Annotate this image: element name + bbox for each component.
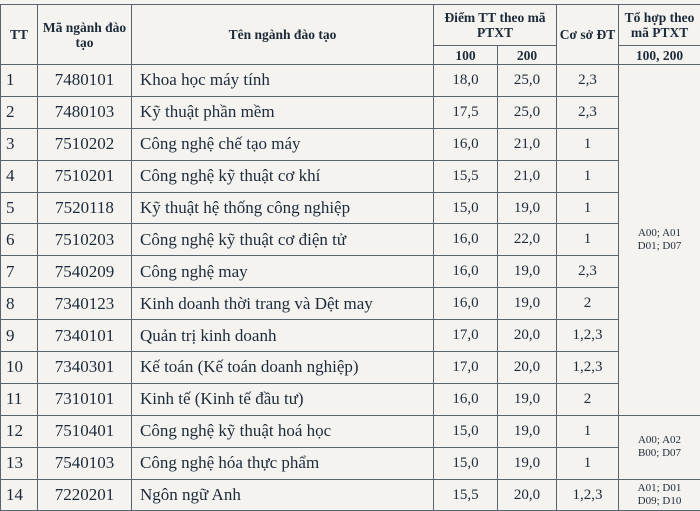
row-name: Kế toán (Kế toán doanh nghiệp) xyxy=(132,352,434,384)
row-combo-group-1 xyxy=(619,65,700,416)
row-name: Công nghệ chế tạo máy xyxy=(132,128,434,160)
row-score-200: 20,0 xyxy=(498,320,557,352)
combo-line: D09; D10 xyxy=(619,495,700,508)
row-score-200: 25,0 xyxy=(498,65,557,97)
row-score-100: 15,0 xyxy=(434,415,498,447)
header-tt: TT xyxy=(1,5,38,65)
row-score-200: 20,0 xyxy=(498,352,557,384)
table-row xyxy=(1,288,700,320)
row-tt: 9 xyxy=(1,320,38,352)
row-campus: 1 xyxy=(557,192,619,224)
row-score-100: 16,0 xyxy=(434,224,498,256)
row-name: Công nghệ may xyxy=(132,256,434,288)
header-score-100: 100 xyxy=(434,46,498,65)
row-combo-group-3 xyxy=(619,479,700,511)
row-score-100: 15,5 xyxy=(434,479,498,511)
row-name: Kinh doanh thời trang và Dệt may xyxy=(132,288,434,320)
row-campus: 2,3 xyxy=(557,65,619,97)
header-score-200: 200 xyxy=(498,46,557,65)
row-campus: 1 xyxy=(557,415,619,447)
row-code: 7540209 xyxy=(38,256,132,288)
row-campus: 1,2,3 xyxy=(557,320,619,352)
row-score-100: 16,0 xyxy=(434,128,498,160)
table-body xyxy=(1,65,700,511)
row-campus: 2,3 xyxy=(557,96,619,128)
admission-score-table xyxy=(0,4,700,511)
row-campus: 1,2,3 xyxy=(557,479,619,511)
row-score-100: 15,0 xyxy=(434,447,498,479)
combo-line: A00; A02 xyxy=(619,434,700,447)
row-name: Công nghệ hóa thực phẩm xyxy=(132,447,434,479)
row-combo-group-2 xyxy=(619,415,700,479)
header-combo-sub: 100, 200 xyxy=(619,46,700,65)
row-score-200: 19,0 xyxy=(498,192,557,224)
table-row xyxy=(1,65,700,97)
row-tt: 5 xyxy=(1,192,38,224)
row-score-100: 15,5 xyxy=(434,160,498,192)
combo-line: A01; D01 xyxy=(619,482,700,495)
row-name: Công nghệ kỹ thuật cơ điện tử xyxy=(132,224,434,256)
row-code: 7520118 xyxy=(38,192,132,224)
row-campus: 2 xyxy=(557,288,619,320)
row-code: 7510401 xyxy=(38,415,132,447)
row-tt: 11 xyxy=(1,383,38,415)
row-tt: 13 xyxy=(1,447,38,479)
row-code: 7340301 xyxy=(38,352,132,384)
row-tt: 14 xyxy=(1,479,38,511)
row-code: 7310101 xyxy=(38,383,132,415)
row-score-100: 17,0 xyxy=(434,320,498,352)
row-code: 7340123 xyxy=(38,288,132,320)
row-code: 7510202 xyxy=(38,128,132,160)
combo-line: A00; A01 xyxy=(619,227,700,240)
row-score-200: 19,0 xyxy=(498,415,557,447)
row-code: 7220201 xyxy=(38,479,132,511)
row-tt: 12 xyxy=(1,415,38,447)
row-score-100: 17,5 xyxy=(434,96,498,128)
row-score-100: 18,0 xyxy=(434,65,498,97)
row-name: Kỹ thuật phần mềm xyxy=(132,96,434,128)
row-score-200: 19,0 xyxy=(498,288,557,320)
table-row xyxy=(1,415,700,447)
table-row xyxy=(1,96,700,128)
row-campus: 1,2,3 xyxy=(557,352,619,384)
row-code: 7480103 xyxy=(38,96,132,128)
row-score-200: 19,0 xyxy=(498,256,557,288)
table-row xyxy=(1,479,700,511)
row-tt: 2 xyxy=(1,96,38,128)
header-campus: Cơ sở ĐT xyxy=(557,5,619,65)
row-tt: 10 xyxy=(1,352,38,384)
row-name: Kinh tế (Kinh tế đầu tư) xyxy=(132,383,434,415)
row-name: Khoa học máy tính xyxy=(132,65,434,97)
table-row xyxy=(1,192,700,224)
header-combo: Tổ hợp theo mã PTXT xyxy=(619,5,700,46)
row-score-100: 17,0 xyxy=(434,352,498,384)
table-row xyxy=(1,447,700,479)
row-score-100: 16,0 xyxy=(434,383,498,415)
row-code: 7480101 xyxy=(38,65,132,97)
row-name: Kỹ thuật hệ thống công nghiệp xyxy=(132,192,434,224)
row-tt: 4 xyxy=(1,160,38,192)
row-tt: 3 xyxy=(1,128,38,160)
row-score-100: 16,0 xyxy=(434,256,498,288)
header-row xyxy=(1,5,700,46)
row-score-200: 20,0 xyxy=(498,479,557,511)
row-score-200: 21,0 xyxy=(498,128,557,160)
row-tt: 6 xyxy=(1,224,38,256)
row-tt: 7 xyxy=(1,256,38,288)
row-campus: 1 xyxy=(557,447,619,479)
row-campus: 2 xyxy=(557,383,619,415)
row-campus: 1 xyxy=(557,160,619,192)
table-row xyxy=(1,352,700,384)
row-code: 7510203 xyxy=(38,224,132,256)
row-score-200: 25,0 xyxy=(498,96,557,128)
row-name: Công nghệ kỹ thuật hoá học xyxy=(132,415,434,447)
header-code: Mã ngành đào tạo xyxy=(38,5,132,65)
header-name: Tên ngành đào tạo xyxy=(132,5,434,65)
combo-line: B00; D07 xyxy=(619,447,700,460)
table-row xyxy=(1,383,700,415)
combo-line: D01; D07 xyxy=(619,240,700,253)
row-tt: 8 xyxy=(1,288,38,320)
row-score-200: 22,0 xyxy=(498,224,557,256)
row-code: 7340101 xyxy=(38,320,132,352)
table-row xyxy=(1,224,700,256)
table-row xyxy=(1,256,700,288)
row-score-200: 19,0 xyxy=(498,447,557,479)
row-campus: 1 xyxy=(557,128,619,160)
row-campus: 1 xyxy=(557,224,619,256)
row-score-100: 15,0 xyxy=(434,192,498,224)
row-tt: 1 xyxy=(1,65,38,97)
row-score-200: 19,0 xyxy=(498,383,557,415)
row-name: Quản trị kinh doanh xyxy=(132,320,434,352)
row-campus: 2,3 xyxy=(557,256,619,288)
row-score-200: 21,0 xyxy=(498,160,557,192)
table-row xyxy=(1,320,700,352)
row-name: Ngôn ngữ Anh xyxy=(132,479,434,511)
table-row xyxy=(1,160,700,192)
header-score: Điểm TT theo mã PTXT xyxy=(434,5,557,46)
row-name: Công nghệ kỹ thuật cơ khí xyxy=(132,160,434,192)
row-code: 7510201 xyxy=(38,160,132,192)
row-score-100: 16,0 xyxy=(434,288,498,320)
table-row xyxy=(1,128,700,160)
row-code: 7540103 xyxy=(38,447,132,479)
